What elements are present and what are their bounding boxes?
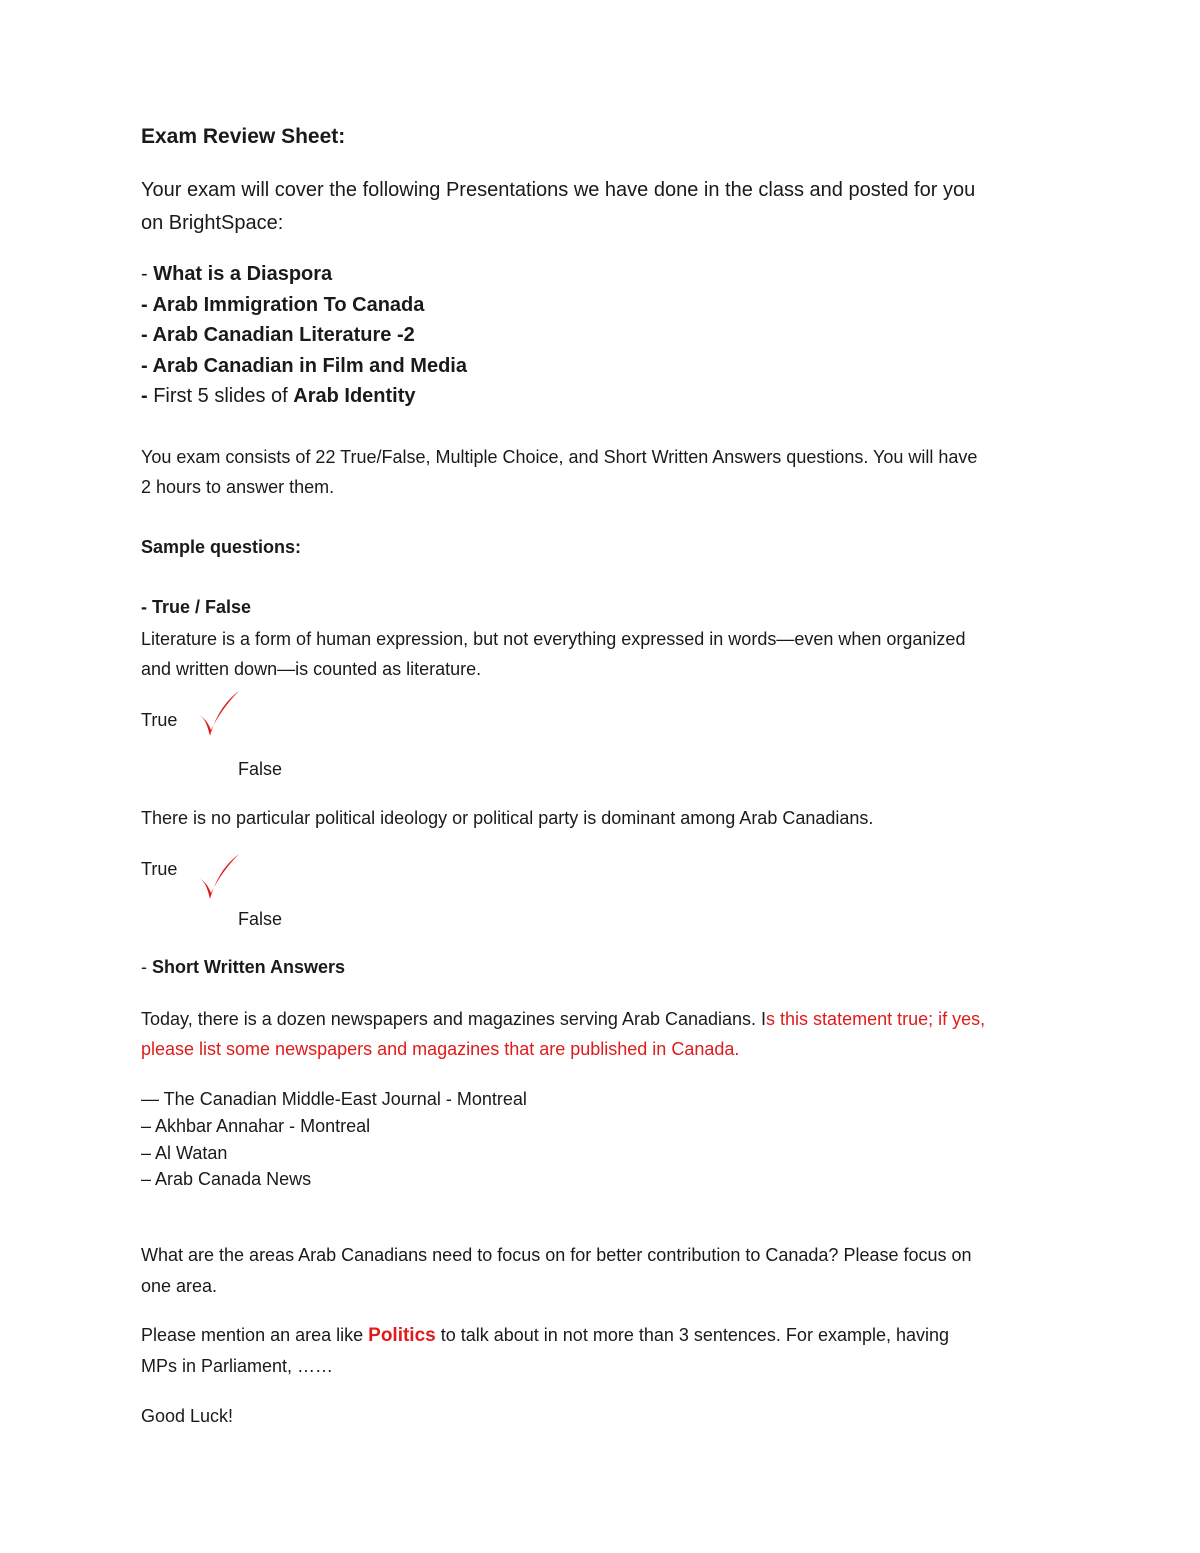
- presentation-item: [141, 293, 424, 317]
- presentation-item: [141, 384, 416, 408]
- false-option: False: [238, 909, 283, 929]
- checkmark-icon: [196, 688, 242, 740]
- answer-item: — The Canadian Middle-East Journal - Montreal: [141, 1089, 527, 1109]
- sa-question-1-line-2: please list some newspapers and magazines that are published in Canada.: [141, 1039, 740, 1059]
- sa-question-1-line-1: [141, 1007, 985, 1031]
- item-title: Arab Canadian in Film and Media: [152, 355, 467, 377]
- item-prefix: -: [141, 263, 154, 285]
- question-text: to talk about in not more than 3 sentences. For example, having: [435, 1325, 950, 1345]
- exam-info-line-2: 2 hours to answer them.: [141, 477, 335, 497]
- false-option: False: [238, 759, 283, 779]
- page-title: Exam Review Sheet:: [141, 125, 346, 148]
- tf-question-1-line-2: and written down—is counted as literature.: [141, 659, 482, 679]
- presentation-item: [141, 323, 415, 347]
- sa-question-3-line-2: MPs in Parliament, ……: [141, 1356, 334, 1376]
- exam-info-line-1: You exam consists of 22 True/False, Multiple Choice, and Short Written Answers questions. You will have: [141, 447, 978, 467]
- true-option: True: [141, 710, 178, 730]
- intro-line-2: on BrightSpace:: [141, 212, 284, 234]
- closing-text: Good Luck!: [141, 1406, 234, 1426]
- item-title: What is a Diaspora: [153, 263, 333, 285]
- checkmark-icon: [196, 851, 242, 903]
- answer-item: – Al Watan: [141, 1143, 228, 1163]
- item-prefix: -: [141, 324, 153, 346]
- short-answers-heading: [141, 955, 345, 979]
- heading-text: Short Written Answers: [152, 957, 346, 977]
- item-plain: First 5 slides of: [153, 385, 294, 407]
- true-option: True: [141, 859, 178, 879]
- question-highlight: s this statement true; if yes,: [766, 1009, 986, 1029]
- sa-question-2-line-2: one area.: [141, 1276, 218, 1296]
- presentation-item: [141, 354, 467, 378]
- tf-question-1-line-1: Literature is a form of human expression, but not everything expressed in words—even when organized: [141, 629, 966, 649]
- item-prefix: -: [141, 355, 153, 377]
- item-title: Arab Immigration To Canada: [152, 294, 425, 316]
- intro-line-1: Your exam will cover the following Presentations we have done in the class and posted for you: [141, 179, 976, 201]
- answer-item: – Akhbar Annahar - Montreal: [141, 1116, 371, 1136]
- sa-question-2-line-1: What are the areas Arab Canadians need to focus on for better contribution to Canada? Please focus on: [141, 1245, 972, 1265]
- true-false-heading: - True / False: [141, 597, 252, 617]
- sa-question-3-line-1: [141, 1323, 949, 1348]
- question-text: Today, there is a dozen newspapers and magazines serving Arab Canadians. I: [141, 1009, 767, 1029]
- item-prefix: -: [141, 385, 154, 407]
- item-prefix: -: [141, 294, 153, 316]
- heading-prefix: -: [141, 957, 152, 977]
- sample-heading: Sample questions:: [141, 537, 302, 557]
- tf-question-2: There is no particular political ideology or political party is dominant among Arab Canadians.: [141, 808, 874, 828]
- presentation-item: [141, 262, 332, 286]
- answer-item: – Arab Canada News: [141, 1169, 312, 1189]
- item-title: Arab Canadian Literature -2: [152, 324, 415, 346]
- question-highlight: Politics: [368, 1325, 436, 1346]
- item-title: Arab Identity: [293, 385, 416, 407]
- question-text: Please mention an area like: [141, 1325, 369, 1345]
